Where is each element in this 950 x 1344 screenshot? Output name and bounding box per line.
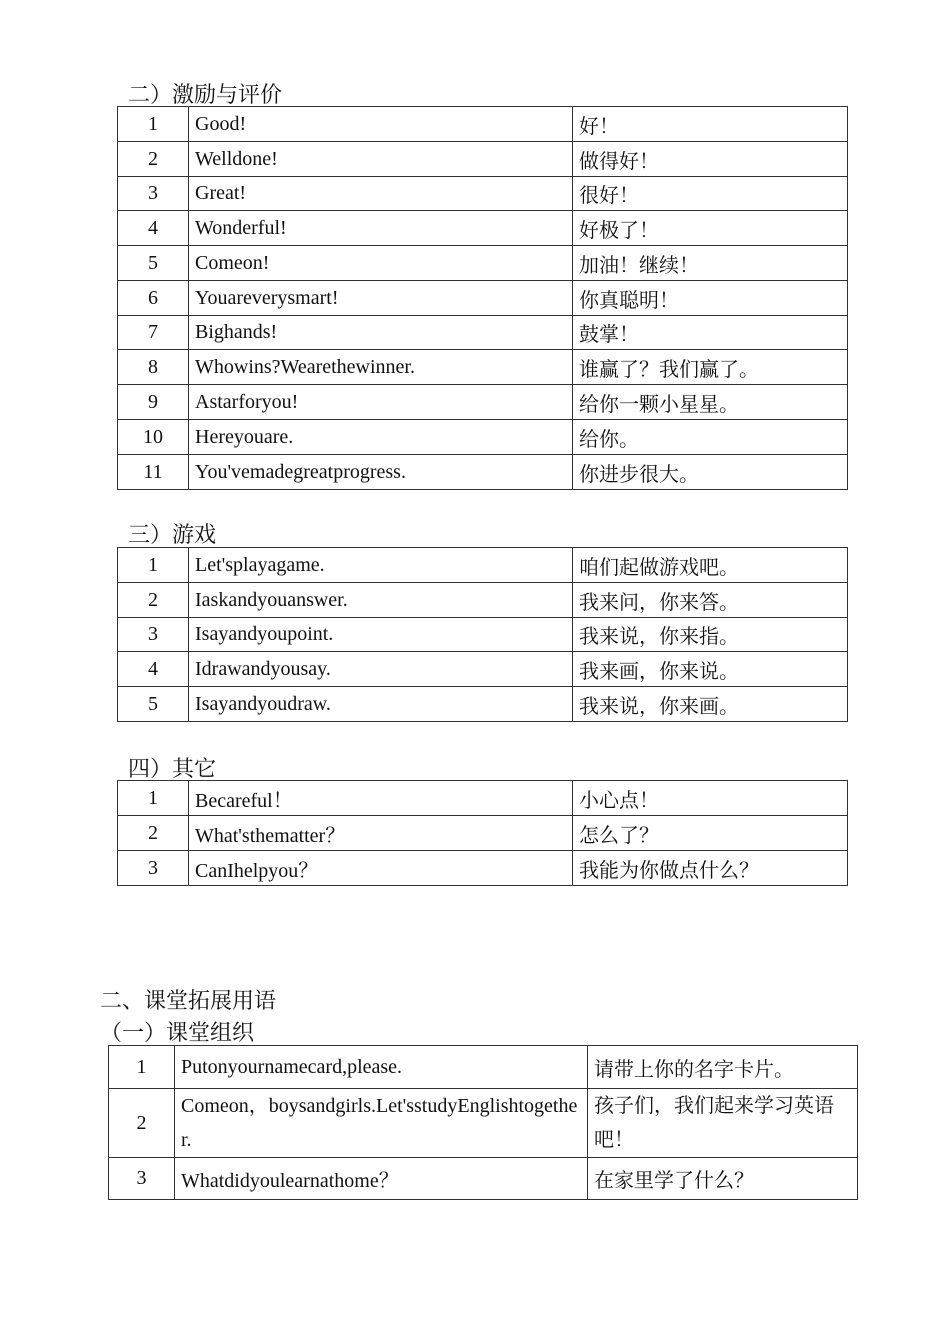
table-row — [118, 618, 848, 652]
row-number: 2 — [109, 1089, 175, 1158]
table-row — [118, 107, 848, 142]
english-phrase: Isayandyoupoint. — [189, 618, 573, 652]
other-table — [117, 780, 848, 886]
table-row — [118, 420, 848, 455]
row-number: 1 — [109, 1046, 175, 1089]
english-phrase: Putonyournamecard,please. — [175, 1046, 588, 1089]
table-row — [118, 246, 848, 281]
table-row — [118, 687, 848, 722]
row-number: 2 — [118, 583, 189, 618]
english-phrase: Comeon，boysandgirls.Let'sstudyEnglishtogether. — [175, 1089, 588, 1158]
table-row — [118, 211, 848, 246]
row-number: 1 — [118, 548, 189, 583]
row-number: 4 — [118, 652, 189, 687]
row-number: 2 — [118, 142, 189, 177]
english-phrase: Welldone! — [189, 142, 573, 177]
chinese-translation: 小心点！ — [573, 781, 848, 816]
organization-table — [108, 1045, 858, 1200]
table-row — [118, 316, 848, 350]
section-heading-other: 四）其它 — [128, 756, 217, 781]
table-row — [109, 1158, 858, 1200]
chinese-translation: 加油！继续！ — [573, 246, 848, 281]
table-row — [109, 1046, 858, 1089]
row-number: 1 — [118, 781, 189, 816]
english-phrase: CanIhelpyou？ — [189, 851, 573, 886]
chinese-translation: 我能为你做点什么？ — [573, 851, 848, 886]
chinese-translation: 我来说，你来指。 — [573, 618, 848, 652]
chinese-translation: 我来画，你来说。 — [573, 652, 848, 687]
chinese-translation: 给你。 — [573, 420, 848, 455]
english-phrase: Youareverysmart! — [189, 281, 573, 316]
table-row — [118, 350, 848, 385]
part-heading-extension: 二、课堂拓展用语 — [100, 988, 277, 1013]
english-phrase: Isayandyoudraw. — [189, 687, 573, 722]
section-heading-games: 三）游戏 — [128, 522, 217, 547]
chinese-translation: 谁赢了？我们赢了。 — [573, 350, 848, 385]
chinese-translation: 很好！ — [573, 177, 848, 211]
table-row — [109, 1089, 858, 1158]
english-phrase: Hereyouare. — [189, 420, 573, 455]
section-heading-encouragement: 二）激励与评价 — [128, 82, 283, 107]
table-row — [118, 781, 848, 816]
chinese-translation: 我来说，你来画。 — [573, 687, 848, 722]
row-number: 3 — [109, 1158, 175, 1200]
english-phrase: Great! — [189, 177, 573, 211]
english-phrase: Whowins?Wearethewinner. — [189, 350, 573, 385]
row-number: 10 — [118, 420, 189, 455]
chinese-translation: 在家里学了什么？ — [588, 1158, 858, 1200]
table-row — [118, 142, 848, 177]
chinese-translation: 我来问，你来答。 — [573, 583, 848, 618]
table-row — [118, 177, 848, 211]
table-row — [118, 851, 848, 886]
english-phrase: Bighands! — [189, 316, 573, 350]
chinese-translation: 给你一颗小星星。 — [573, 385, 848, 420]
chinese-translation: 请带上你的名字卡片。 — [588, 1046, 858, 1089]
english-phrase: Iaskandyouanswer. — [189, 583, 573, 618]
table-row — [118, 652, 848, 687]
chinese-translation: 孩子们，我们起来学习英语吧！ — [588, 1089, 858, 1158]
english-phrase: You'vemadegreatprogress. — [189, 455, 573, 490]
table-row — [118, 455, 848, 490]
chinese-translation: 做得好！ — [573, 142, 848, 177]
row-number: 4 — [118, 211, 189, 246]
table-row — [118, 816, 848, 851]
english-phrase: Good! — [189, 107, 573, 142]
table-row — [118, 583, 848, 618]
english-phrase: Comeon! — [189, 246, 573, 281]
row-number: 11 — [118, 455, 189, 490]
row-number: 3 — [118, 177, 189, 211]
row-number: 5 — [118, 246, 189, 281]
row-number: 9 — [118, 385, 189, 420]
row-number: 2 — [118, 816, 189, 851]
english-phrase: Becareful！ — [189, 781, 573, 816]
chinese-translation: 鼓掌！ — [573, 316, 848, 350]
chinese-translation: 你真聪明！ — [573, 281, 848, 316]
row-number: 3 — [118, 618, 189, 652]
table-row — [118, 281, 848, 316]
table-row — [118, 548, 848, 583]
row-number: 7 — [118, 316, 189, 350]
chinese-translation: 好！ — [573, 107, 848, 142]
games-table — [117, 547, 848, 722]
row-number: 6 — [118, 281, 189, 316]
english-phrase: Let'splayagame. — [189, 548, 573, 583]
chinese-translation: 怎么了？ — [573, 816, 848, 851]
chinese-translation: 好极了！ — [573, 211, 848, 246]
row-number: 1 — [118, 107, 189, 142]
english-phrase: Whatdidyoulearnathome？ — [175, 1158, 588, 1200]
chinese-translation: 你进步很大。 — [573, 455, 848, 490]
row-number: 3 — [118, 851, 189, 886]
row-number: 5 — [118, 687, 189, 722]
encouragement-table — [117, 106, 848, 490]
english-phrase: Idrawandyousay. — [189, 652, 573, 687]
row-number: 8 — [118, 350, 189, 385]
english-phrase: Astarforyou! — [189, 385, 573, 420]
english-phrase: What'sthematter？ — [189, 816, 573, 851]
sub-heading-organization: （一）课堂组织 — [100, 1020, 255, 1045]
chinese-translation: 咱们起做游戏吧。 — [573, 548, 848, 583]
table-row — [118, 385, 848, 420]
english-phrase: Wonderful! — [189, 211, 573, 246]
